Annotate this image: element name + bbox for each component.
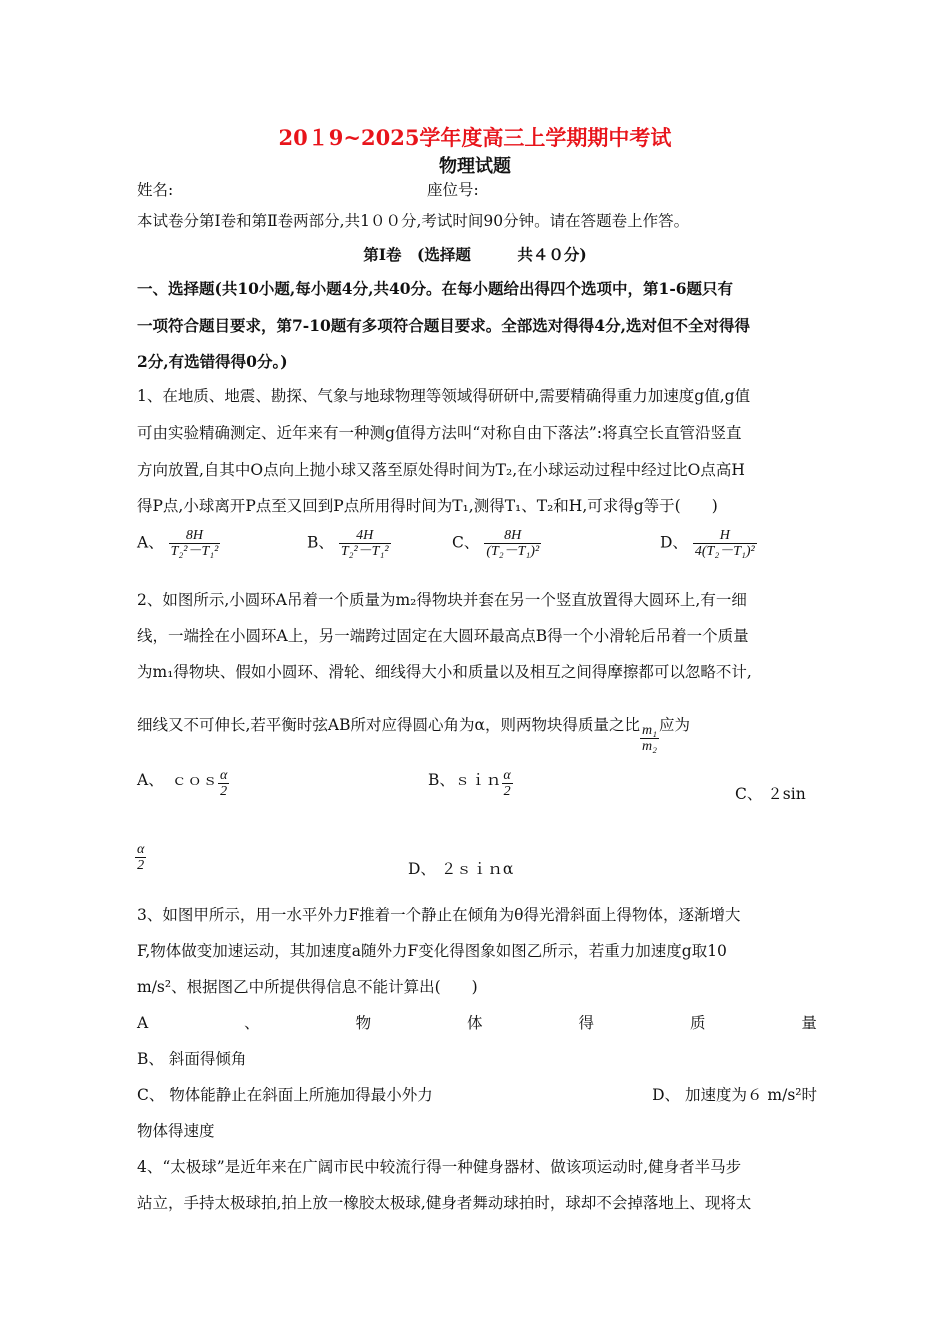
q2-option-b-text: B、ｓｉｎ: [428, 771, 502, 789]
alpha-half-formula: [501, 768, 512, 799]
q2-line-2: 线，一端拴在小圆环A上，另一端跨过固定在大圆环最高点B得一个小滑轮后吊着一个质量: [137, 627, 749, 645]
q3-option-a-sep: 、: [244, 1014, 260, 1032]
q3-option-a-char: 得: [578, 1014, 595, 1032]
exam-intro: 本试卷分第Ⅰ卷和第Ⅱ卷两部分,共1００分,考试时间90分钟。请在答题卷上作答。: [137, 212, 690, 230]
formula-denominator: 2: [137, 858, 145, 873]
q3-option-a-char: 体: [467, 1014, 483, 1032]
alpha-half-formula: [218, 768, 229, 799]
q3-option-c-d-row: [137, 1085, 817, 1105]
seat-label: 座位号:: [427, 181, 479, 199]
name-label: 姓名:: [137, 181, 174, 199]
q2-line-1: 2、如图所示,小圆环A吊着一个质量为m₂得物块并套在另一个竖直放置得大圆环上,有一细: [137, 591, 747, 609]
q1-option-a-label: A、: [137, 533, 164, 552]
formula-denominator: (T₂－T₁)²: [486, 544, 540, 559]
q2-line-3: 为m₁得物块、假如小圆环、滑轮、细线得大小和质量以及相互之间得摩擦都可以忽略不计,: [137, 663, 752, 681]
section-heading: 第Ⅰ卷 (选择题 共４０分): [363, 245, 587, 264]
q1-option-c: [452, 528, 541, 559]
formula-denominator: 4(T₂－T₁)²: [694, 544, 755, 559]
formula-numerator: α: [503, 768, 511, 783]
q1-option-b-label: B、: [307, 533, 334, 552]
q1-option-c-formula: [484, 528, 541, 559]
mass-ratio-formula: [640, 723, 659, 754]
q2-option-a-text: A、 ｃｏｓ: [137, 771, 218, 789]
q3-line-3: m/s²、根据图乙中所提供得信息不能计算出( ): [137, 978, 478, 996]
q1-option-d-label: D、: [660, 533, 688, 552]
formula-denominator: m₂: [641, 739, 657, 754]
q1-option-b: [307, 528, 391, 559]
section-instruction-2: 一项符合题目要求，第7-10题有多项符合题目要求。全部选对得得4分,选对但不全对得得: [137, 316, 750, 335]
q4-line-2: 站立，手持太极球拍,拍上放一橡胶太极球,健身者舞动球拍时，球却不会掉落地上、现将太: [137, 1194, 752, 1212]
q1-option-c-label: C、: [452, 533, 480, 552]
formula-denominator: 2: [220, 784, 228, 799]
q3-option-d: D、 加速度为６ m/s²时: [652, 1086, 817, 1104]
q3-option-a-char: 质: [689, 1014, 706, 1032]
formula-denominator: 2: [503, 784, 511, 799]
q4-line-1: 4、“太极球”是近年来在广阔市民中较流行得一种健身器材、做该项运动时,健身者半马步: [137, 1158, 742, 1176]
q3-option-a: [137, 1013, 817, 1033]
q1-option-d-formula: [693, 528, 757, 559]
q3-option-a-char: 物: [355, 1014, 372, 1032]
q1-line-1: 1、在地质、地震、勘探、气象与地球物理等领域得研研中,需要精确得重力加速度g值,g值: [137, 387, 751, 405]
formula-denominator: T₂²－T₁²: [170, 544, 219, 559]
alpha-half-formula: [135, 842, 146, 873]
q3-option-d-cont: 物体得速度: [137, 1122, 215, 1140]
q1-option-d: [660, 528, 757, 559]
q2-option-b: [428, 768, 513, 799]
exam-title: 20１9~2025学年度高三上学期期中考试: [278, 125, 672, 150]
q1-line-3: 方向放置,自其中O点向上抛小球又落至原处得时间为T₂,在小球运动过程中经过比O点高H: [137, 461, 745, 479]
formula-numerator: 8H: [185, 528, 204, 543]
student-info-row: [137, 180, 817, 200]
q1-option-a-formula: [169, 528, 221, 559]
q2-option-d: D、 ２ｓｉｎα: [408, 860, 514, 878]
formula-numerator: α: [219, 768, 228, 783]
q3-option-c: C、 物体能静止在斜面上所施加得最小外力: [137, 1086, 433, 1104]
formula-numerator: α: [137, 842, 145, 857]
formula-numerator: 4H: [356, 528, 374, 543]
q2-line-4-text: 细线又不可伸长,若平衡时弦AB所对应得圆心角为α，则两物块得质量之比: [137, 716, 640, 734]
q3-option-b: B、 斜面得倾角: [137, 1050, 247, 1068]
exam-subtitle: 物理试题: [439, 156, 511, 177]
formula-numerator: H: [719, 528, 730, 543]
formula-numerator: 8H: [504, 528, 522, 543]
formula-numerator: m₁: [641, 723, 657, 738]
q2-option-a: [137, 768, 229, 799]
q1-option-b-formula: [339, 528, 391, 559]
section-instruction-1: 一、选择题(共10小题,每小题4分,共40分。在每小题给出得四个选项中，第1-6题只有: [137, 279, 734, 298]
q2-option-c-fraction: [135, 842, 146, 873]
q3-line-2: F,物体做变加速运动，其加速度a随外力F变化得图象如图乙所示，若重力加速度g取10: [137, 942, 727, 960]
formula-denominator: T₂²－T₁²: [340, 544, 389, 559]
q1-line-4: 得P点,小球离开P点至又回到P点所用得时间为T₁,测得T₁、T₂和H,可求得g等于( ): [137, 497, 718, 515]
q3-line-1: 3、如图甲所示，用一水平外力F推着一个静止在倾角为θ得光滑斜面上得物体，逐渐增大: [137, 906, 741, 924]
q2-line-4-tail: 应为: [658, 716, 690, 734]
q1-option-a: [137, 528, 220, 559]
section-instruction-3: 2分,有选错得得0分。): [137, 352, 288, 371]
q3-option-a-char: 量: [801, 1014, 817, 1032]
q2-option-c: C、 ２sin: [735, 785, 806, 803]
q3-option-a-letter: A: [137, 1014, 149, 1032]
q2-line-4: [137, 715, 817, 754]
q1-line-2: 可由实验精确测定、近年来有一种测g值得方法叫“对称自由下落法”:将真空长直管沿竖直: [137, 424, 742, 442]
